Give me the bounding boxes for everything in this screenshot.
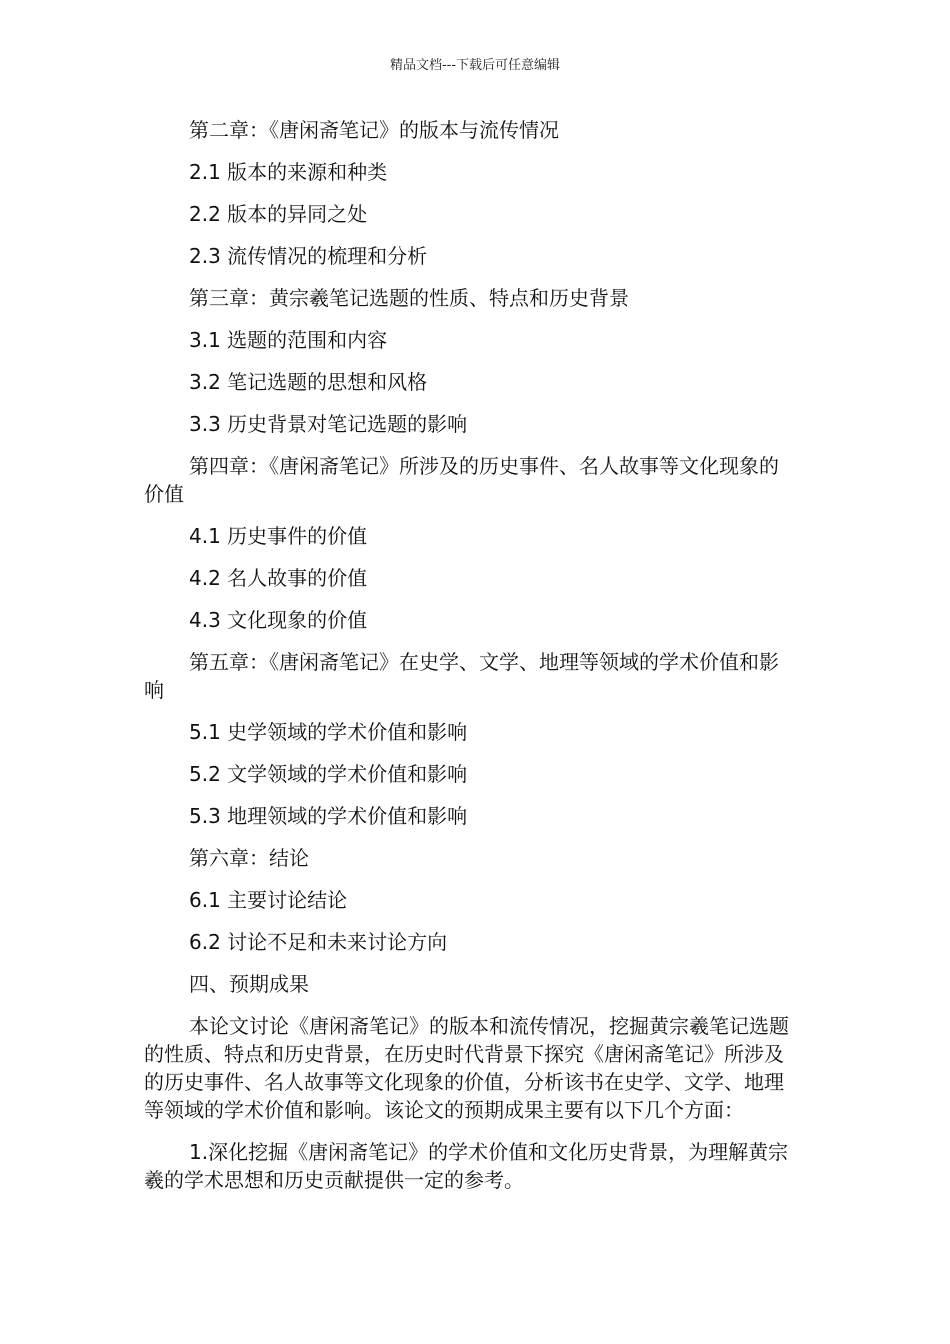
document-body [144, 116, 794, 1208]
section-2-1: 2.1 版本的来源和种类 [189, 160, 388, 184]
section-4-2: 4.2 名人故事的价值 [189, 566, 368, 590]
section-6-2: 6.2 讨论不足和未来讨论方向 [189, 930, 448, 954]
section-3-2: 3.2 笔记选题的思想和风格 [189, 370, 428, 394]
chapter-6-heading: 第六章：结论 [189, 846, 309, 870]
section-2-2: 2.2 版本的异同之处 [189, 202, 368, 226]
page-header: 精品文档---下载后可任意编辑 [389, 58, 561, 73]
section-3-1: 3.1 选题的范围和内容 [189, 328, 388, 352]
section-2-3: 2.3 流传情况的梳理和分析 [189, 244, 428, 268]
section-5-2: 5.2 文学领域的学术价值和影响 [189, 762, 468, 786]
section-5-1: 5.1 史学领域的学术价值和影响 [189, 720, 468, 744]
chapter-2-heading: 第二章：《唐闲斋笔记》的版本与流传情况 [189, 118, 559, 142]
chapter-5-heading: 第五章：《唐闲斋笔记》在史学、文学、地理等领域的学术价值和影响 [144, 650, 779, 702]
section-5-3: 5.3 地理领域的学术价值和影响 [189, 804, 468, 828]
chapter-4-heading: 第四章：《唐闲斋笔记》所涉及的历史事件、名人故事等文化现象的价值 [144, 454, 779, 506]
expected-results-body: 本论文讨论《唐闲斋笔记》的版本和流传情况，挖掘黄宗羲笔记选题的性质、特点和历史背景，在历史时代背景下探究《唐闲斋笔记》所涉及的历史事件、名人故事等文化现象的价值，分析该书在史学、文学、地理等领域的学术价值和影响。该论文的预期成果主要有以下几个方面： [144, 1014, 789, 1122]
chapter-3-heading: 第三章：黄宗羲笔记选题的性质、特点和历史背景 [189, 286, 629, 310]
section-6-1: 6.1 主要讨论结论 [189, 888, 348, 912]
expected-result-item-1: 1.深化挖掘《唐闲斋笔记》的学术价值和文化历史背景，为理解黄宗羲的学术思想和历史贡献提供一定的参考。 [144, 1140, 789, 1192]
section-4-3: 4.3 文化现象的价值 [189, 608, 368, 632]
expected-results-heading: 四、预期成果 [189, 972, 309, 996]
section-3-3: 3.3 历史背景对笔记选题的影响 [189, 412, 468, 436]
section-4-1: 4.1 历史事件的价值 [189, 524, 368, 548]
